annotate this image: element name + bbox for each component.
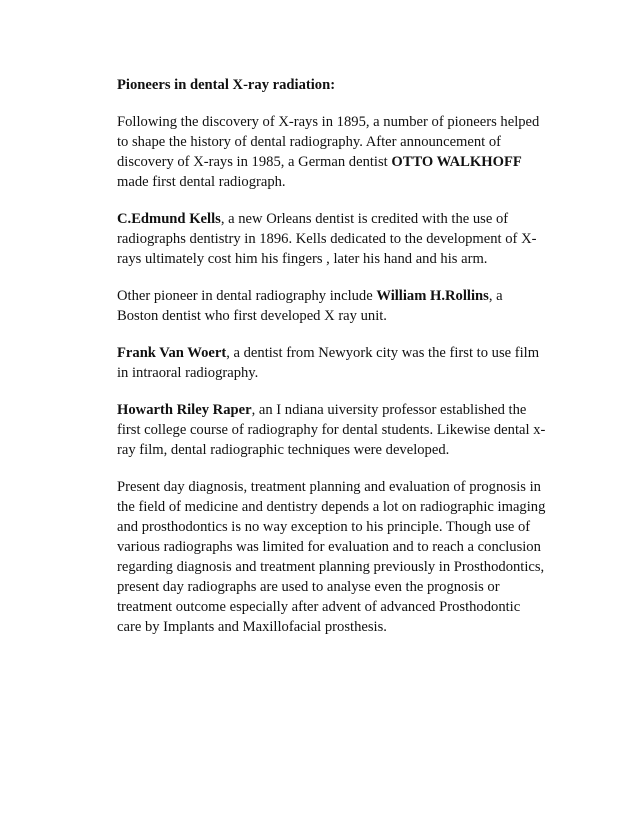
paragraph-van-woert	[117, 343, 547, 383]
paragraph-present-day: Present day diagnosis, treatment planning and evaluation of prognosis in the field of medicine and dentistry depends a lot on radiographic imaging and prosthodontics is no way exception to his principle. Though use of various radiographs was limited for evaluation and to reach a conclusion regarding diagnosis and treatment planning previously in Prosthodontics, present day radiographs are used to analyse even the prognosis or treatment outcome especially after advent of advanced Prosthodontic care by Implants and Maxillofacial prosthesis.	[117, 479, 546, 635]
document-page	[117, 75, 547, 654]
paragraph-text: , a dentist from Newyork city was the first to use film in intraoral radiography.	[117, 345, 540, 381]
paragraph-text: , a Boston dentist who first developed X ray unit.	[117, 288, 503, 324]
name-frank-van-woert: Frank Van Woert	[117, 345, 227, 361]
paragraph-kells	[117, 209, 547, 269]
paragraph-raper	[117, 400, 547, 460]
name-edmund-kells: C.Edmund Kells	[117, 211, 221, 227]
document-heading: Pioneers in dental X-ray radiation:	[117, 77, 336, 93]
name-william-rollins: William H.Rollins	[376, 288, 489, 304]
paragraph-walkhoff	[117, 112, 547, 192]
paragraph-text: Other pioneer in dental radiography include	[117, 288, 377, 304]
name-howarth-riley-raper: Howarth Riley Raper	[117, 402, 252, 418]
paragraph-rollins	[117, 286, 547, 326]
name-otto-walkhoff: OTTO WALKHOFF	[391, 154, 522, 170]
paragraph-text: , an I ndiana uiversity professor established the first college course of radiography for dental students. Likewise dental x-ray film, dental radiographic techniques were developed.	[117, 402, 546, 458]
paragraph-text: Following the discovery of X-rays in 1895, a number of pioneers helped to shape the history of dental radiography. After announcement of discovery of X-rays in 1985, a German dentist	[117, 114, 540, 170]
paragraph-text: made first dental radiograph.	[117, 174, 286, 190]
paragraph-text: , a new Orleans dentist is credited with the use of radiographs dentistry in 1896. Kells dedicated to the development of X-rays ultimately cost him his fingers , later his hand and his arm.	[117, 211, 537, 267]
